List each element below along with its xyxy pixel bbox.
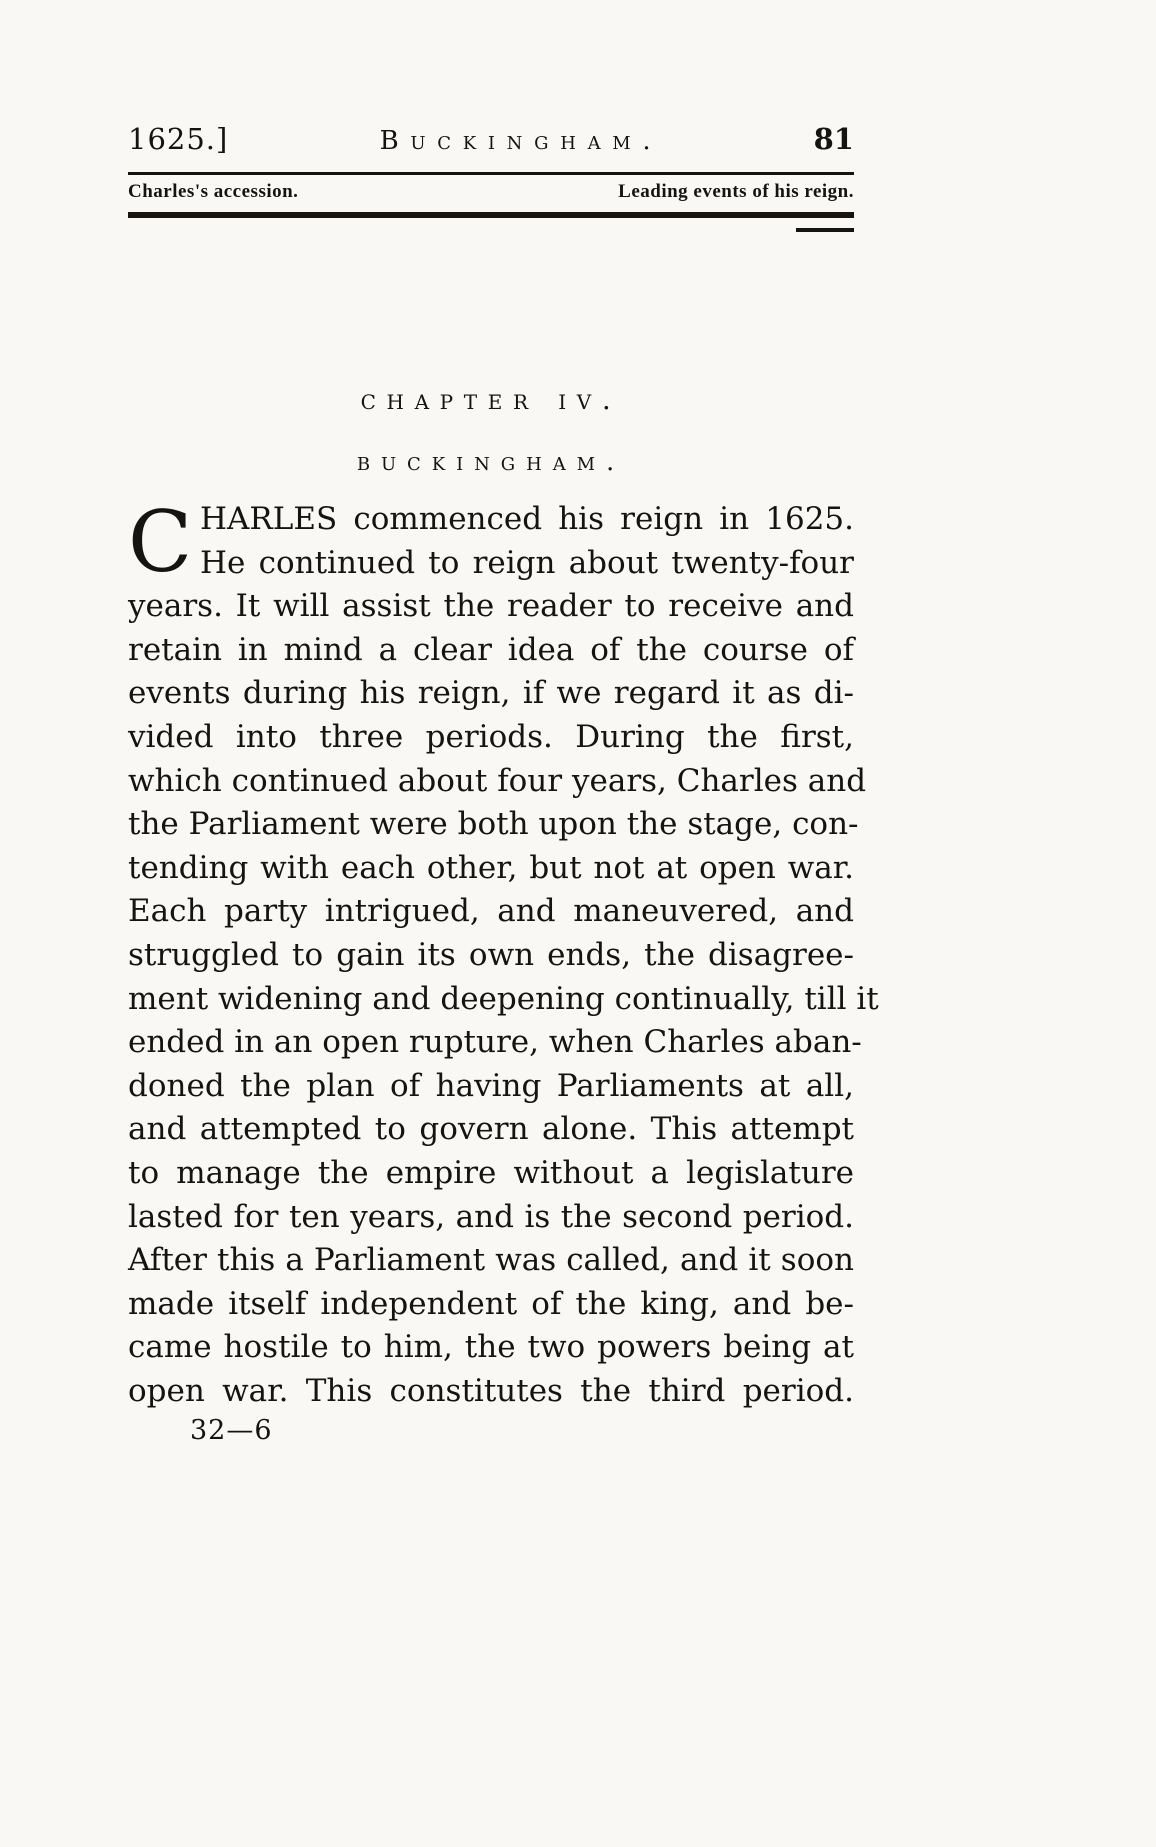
body-line: struggled to gain its own ends, the disagree- <box>128 936 854 973</box>
body-line: HARLES commenced his reign in 1625. <box>200 501 854 537</box>
body-line: After this a Parliament was called, and it soon <box>128 1242 854 1279</box>
page-number: 81 <box>813 122 854 156</box>
body-line: the Parliament were both upon the stage, con- <box>128 806 859 843</box>
body-line: retain in mind a clear idea of the course of <box>128 631 854 668</box>
body-line: tending with each other, but not at open war. <box>128 849 854 886</box>
signature-mark: 32—6 <box>190 1415 273 1446</box>
indented-lines <box>200 498 854 585</box>
body-line: lasted for ten years, and is the second period. <box>128 1198 854 1235</box>
double-rule <box>128 212 854 218</box>
body-line: came hostile to him, the two powers being at <box>128 1329 854 1366</box>
header-date: 1625.] <box>128 122 229 156</box>
body-line: which continued about four years, Charles and <box>128 762 867 799</box>
chapter-heading: chapter iv. <box>360 383 622 416</box>
body-paragraph <box>128 493 879 1413</box>
body-line: to manage the empire without a legislature <box>128 1154 854 1191</box>
body-lines <box>128 585 879 1413</box>
running-head-left: Charles's accession. <box>128 181 299 202</box>
body-line: Each party intrigued, and maneuvered, and <box>128 893 854 930</box>
body-line: events during his reign, if we regard it as di- <box>128 675 854 712</box>
body-line: doned the plan of having Parliaments at all, <box>128 1067 854 1104</box>
body-line: years. It will assist the reader to receive and <box>128 588 854 625</box>
chapter-subheading: buckingham. <box>356 447 626 477</box>
header-rule <box>128 172 854 175</box>
body-line: and attempted to govern alone. This attempt <box>128 1111 854 1148</box>
body-line: vided into three periods. During the first, <box>128 718 854 755</box>
dropcap-row <box>128 493 854 591</box>
running-heads <box>128 181 854 203</box>
page-header <box>128 122 854 156</box>
body-line: open war. This constitutes the third period. <box>128 1372 854 1409</box>
header-running-title: buckingham. <box>379 126 663 156</box>
text-column <box>128 0 879 1847</box>
body-line: He continued to reign about twenty-four <box>200 544 854 581</box>
body-line: made itself independent of the king, and be- <box>128 1285 854 1322</box>
body-line: ended in an open rupture, when Charles aban- <box>128 1024 862 1061</box>
short-dash-rule <box>796 228 854 232</box>
running-head-right: Leading events of his reign. <box>618 181 854 202</box>
body-line: ment widening and deepening continually, till it <box>128 980 879 1017</box>
drop-cap: C <box>128 493 193 591</box>
